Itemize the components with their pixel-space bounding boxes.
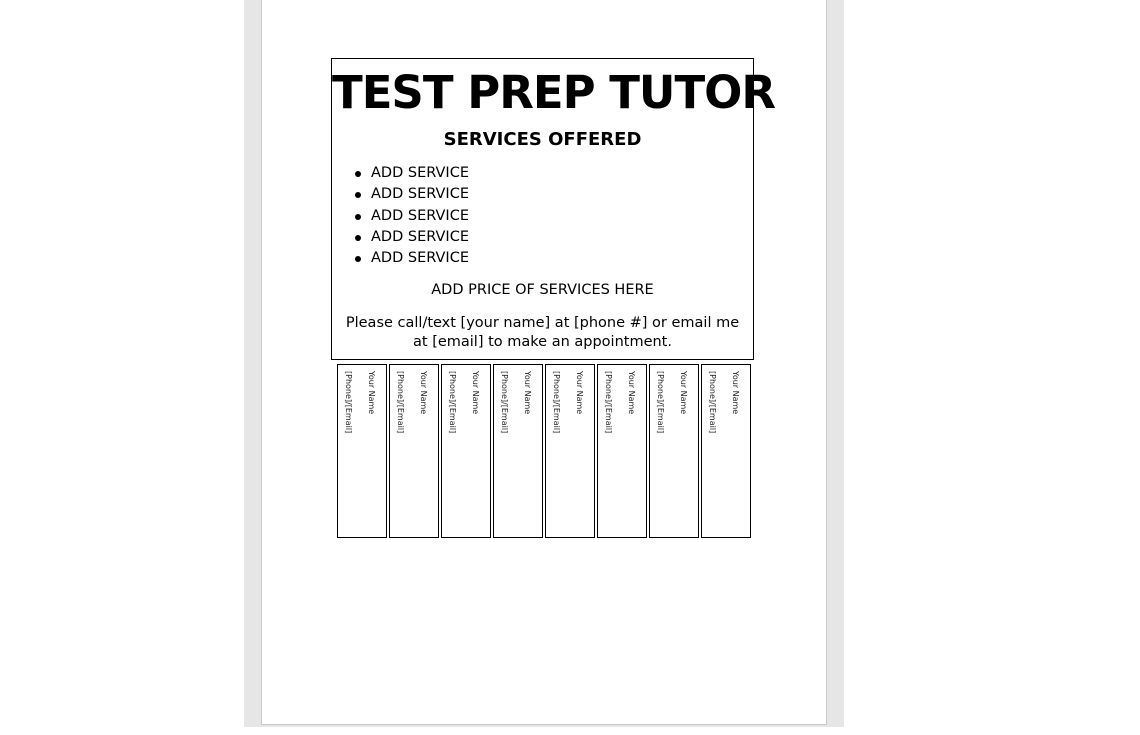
tear-off-tab — [597, 364, 647, 538]
flyer-title: TEST PREP TUTOR — [332, 66, 776, 119]
tab-text-block — [442, 371, 490, 531]
flyer-box — [331, 58, 776, 360]
bullet-icon — [355, 214, 361, 220]
bullet-icon — [355, 256, 361, 262]
tab-contact: [Phone]/[Email] — [604, 371, 613, 434]
tab-text-block — [494, 371, 542, 531]
tab-name: Your Name — [731, 371, 740, 415]
service-label: ADD SERVICE — [371, 228, 469, 245]
tab-contact: [Phone]/[Email] — [500, 371, 509, 434]
tab-name: Your Name — [627, 371, 636, 415]
tab-contact: [Phone]/[Email] — [708, 371, 717, 434]
tab-text-block — [650, 371, 698, 531]
service-label: ADD SERVICE — [371, 186, 469, 203]
tear-off-tab — [337, 364, 387, 538]
price-text: ADD PRICE OF SERVICES HERE — [431, 282, 654, 299]
service-label: ADD SERVICE — [371, 207, 469, 224]
tab-contact: [Phone]/[Email] — [344, 371, 353, 434]
tear-off-tab — [441, 364, 491, 538]
service-list — [332, 163, 753, 269]
contact-text: Please call/text [your name] at [phone #] or email me at [email] to make an appointment. — [345, 315, 740, 351]
tab-contact: [Phone]/[Email] — [448, 371, 457, 434]
bullet-icon — [355, 235, 361, 241]
service-item — [332, 227, 753, 248]
tab-name: Your Name — [471, 371, 480, 415]
tab-text-block — [702, 371, 750, 531]
service-label: ADD SERVICE — [371, 250, 469, 267]
service-item — [332, 184, 753, 205]
tab-text-block — [338, 371, 386, 531]
tear-off-strip — [337, 364, 753, 539]
tab-contact: [Phone]/[Email] — [396, 371, 405, 434]
service-item — [332, 248, 753, 269]
tab-name: Your Name — [419, 371, 428, 415]
tab-text-block — [390, 371, 438, 531]
tear-off-tab — [701, 364, 751, 538]
tab-contact: [Phone]/[Email] — [552, 371, 561, 434]
tab-name: Your Name — [679, 371, 688, 415]
document-canvas[interactable] — [244, 0, 844, 727]
tear-off-tab — [545, 364, 595, 538]
tab-contact: [Phone]/[Email] — [656, 371, 665, 434]
tear-off-tab — [649, 364, 699, 538]
tear-off-tab — [389, 364, 439, 538]
tab-name: Your Name — [575, 371, 584, 415]
tear-off-tab — [493, 364, 543, 538]
tab-name: Your Name — [367, 371, 376, 415]
tab-text-block — [598, 371, 646, 531]
services-heading: SERVICES OFFERED — [443, 129, 642, 150]
tab-text-block — [546, 371, 594, 531]
document-page[interactable] — [261, 0, 827, 725]
service-item — [332, 163, 753, 184]
bullet-icon — [355, 171, 361, 177]
bullet-icon — [355, 192, 361, 198]
tab-name: Your Name — [523, 371, 532, 415]
service-label: ADD SERVICE — [371, 165, 469, 181]
service-item — [332, 206, 753, 227]
